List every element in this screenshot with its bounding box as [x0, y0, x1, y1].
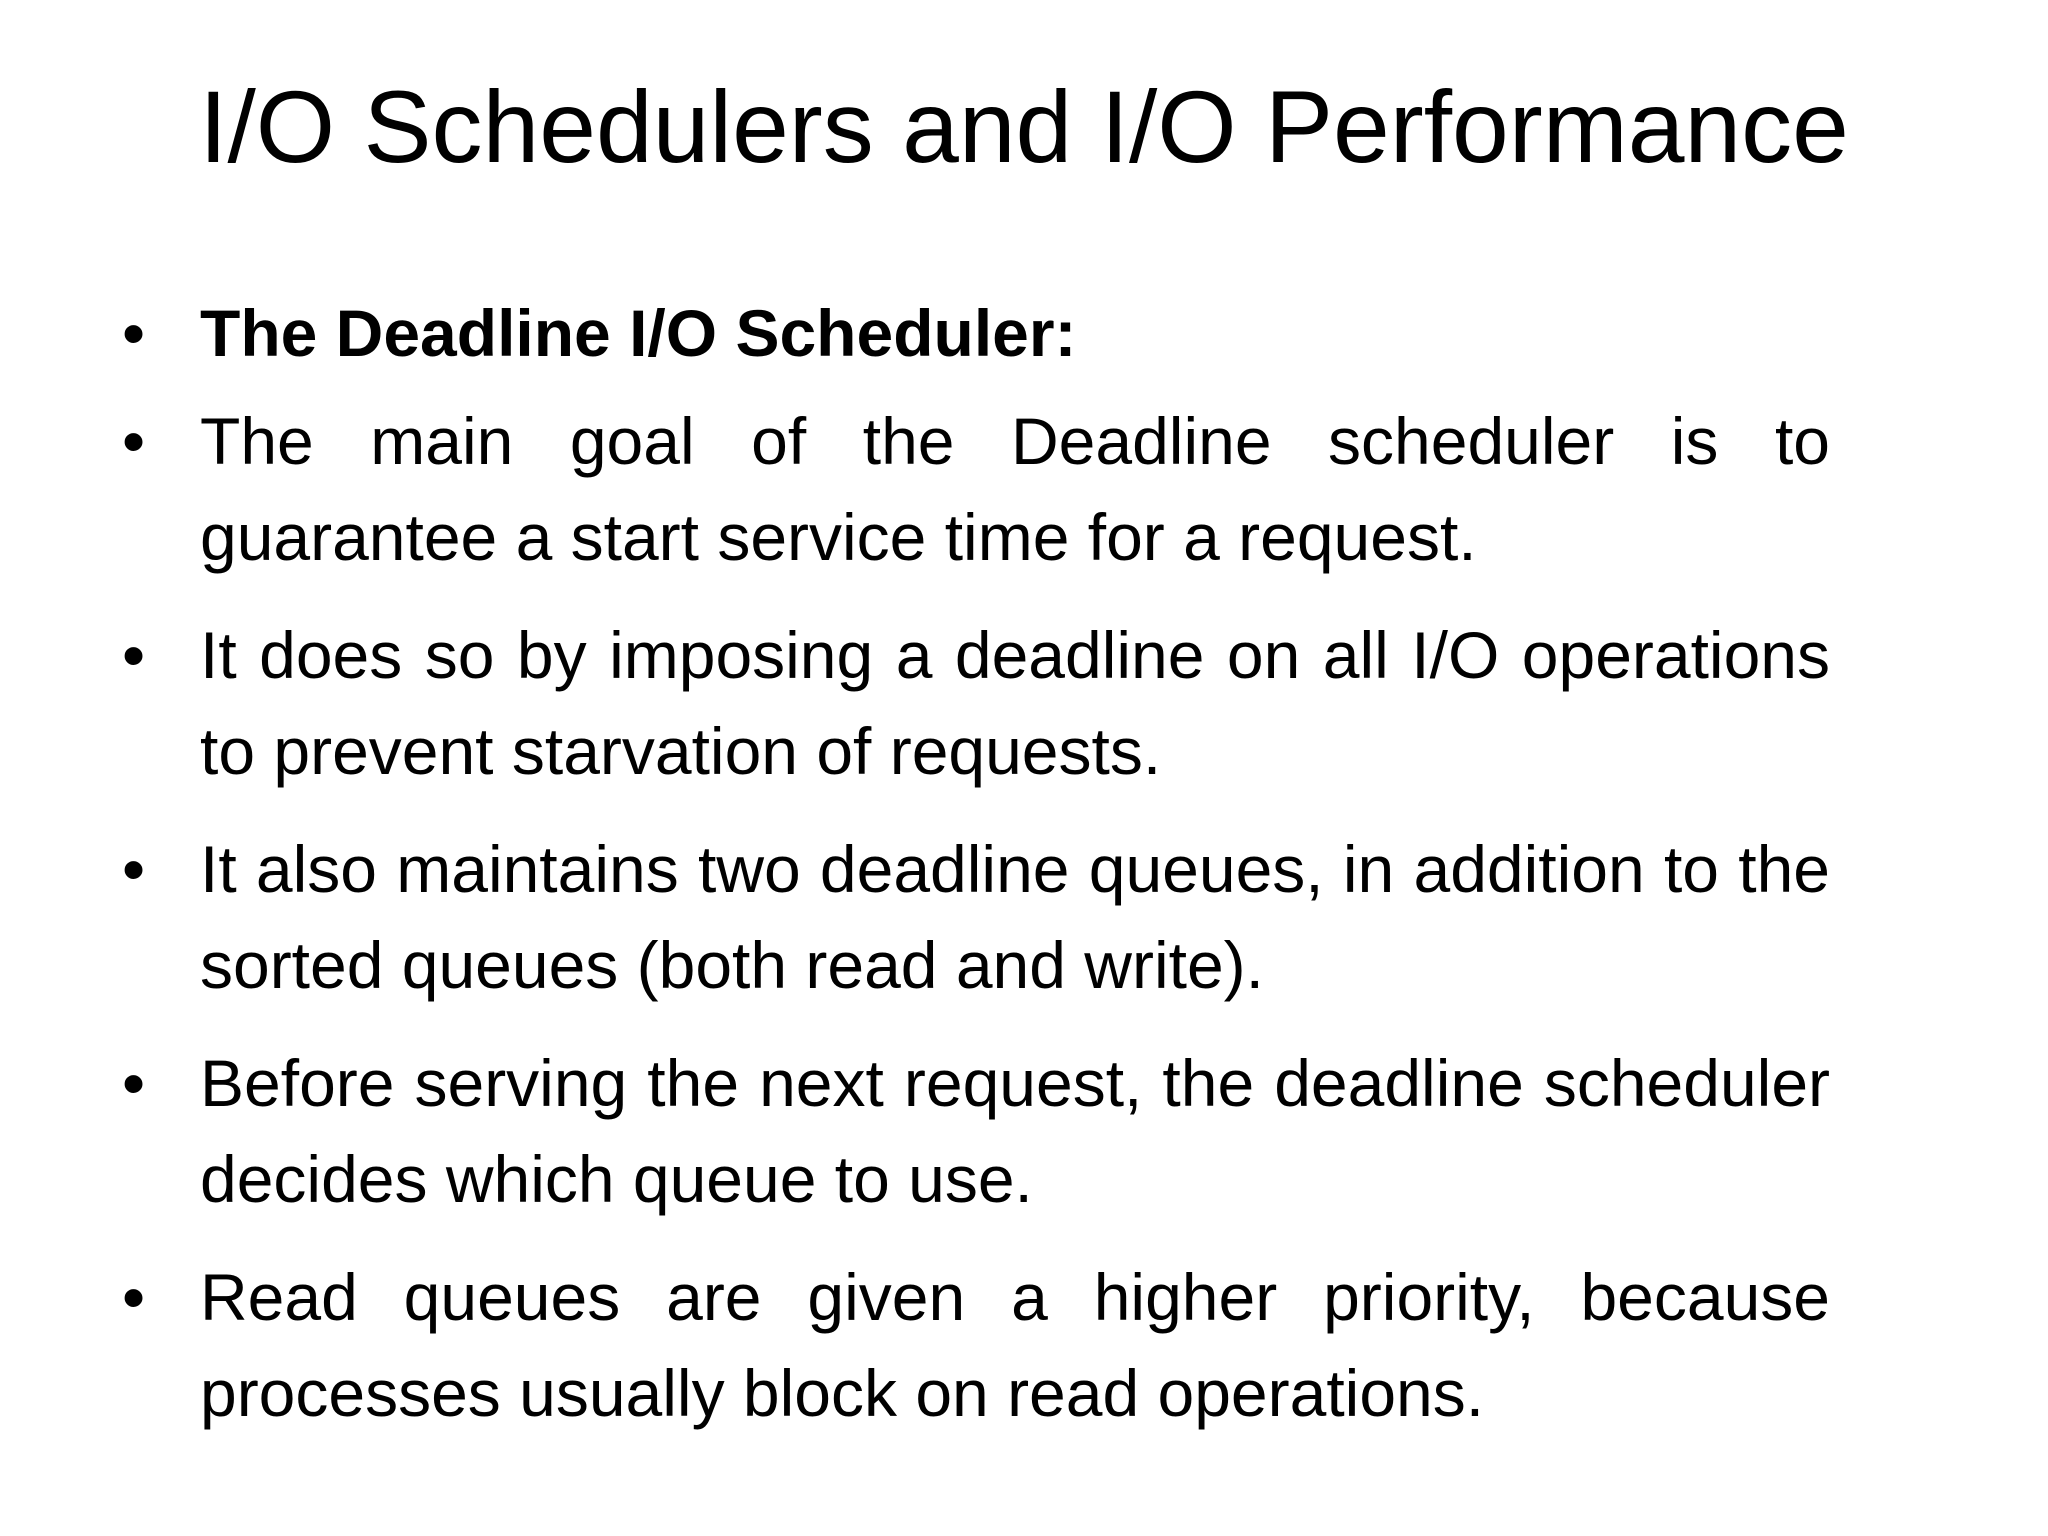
bullet-item	[0, 393, 1830, 585]
slide-title: I/O Schedulers and I/O Performance	[199, 70, 1849, 184]
bullet-text: It does so by imposing a deadline on all I/O operations to prevent starvation of requests.	[200, 618, 1830, 788]
bullet-item	[0, 1249, 1830, 1441]
bullet-item	[0, 607, 1830, 799]
bullet-text: Read queues are given a higher priority, because processes usually block on read operations.	[200, 1260, 1830, 1430]
bullet-dot-icon: •	[122, 1046, 146, 1120]
bullet-item	[0, 285, 1830, 381]
bullet-dot-icon: •	[122, 618, 146, 692]
bullet-dot-icon: •	[122, 296, 146, 370]
bullet-dot-icon: •	[122, 832, 146, 906]
bullet-item	[0, 1035, 1830, 1227]
bullet-list	[0, 285, 2048, 1463]
bullet-dot-icon: •	[122, 404, 146, 478]
bullet-text: It also maintains two deadline queues, in addition to the sorted queues (both read and write).	[200, 832, 1830, 1002]
bullet-text: Before serving the next request, the deadline scheduler decides which queue to use.	[200, 1046, 1830, 1216]
bullet-item	[0, 821, 1830, 1013]
bullet-heading: The Deadline I/O Scheduler:	[200, 296, 1077, 370]
bullet-text: The main goal of the Deadline scheduler is to guarantee a start service time for a request.	[200, 404, 1830, 574]
bullet-dot-icon: •	[122, 1260, 146, 1334]
